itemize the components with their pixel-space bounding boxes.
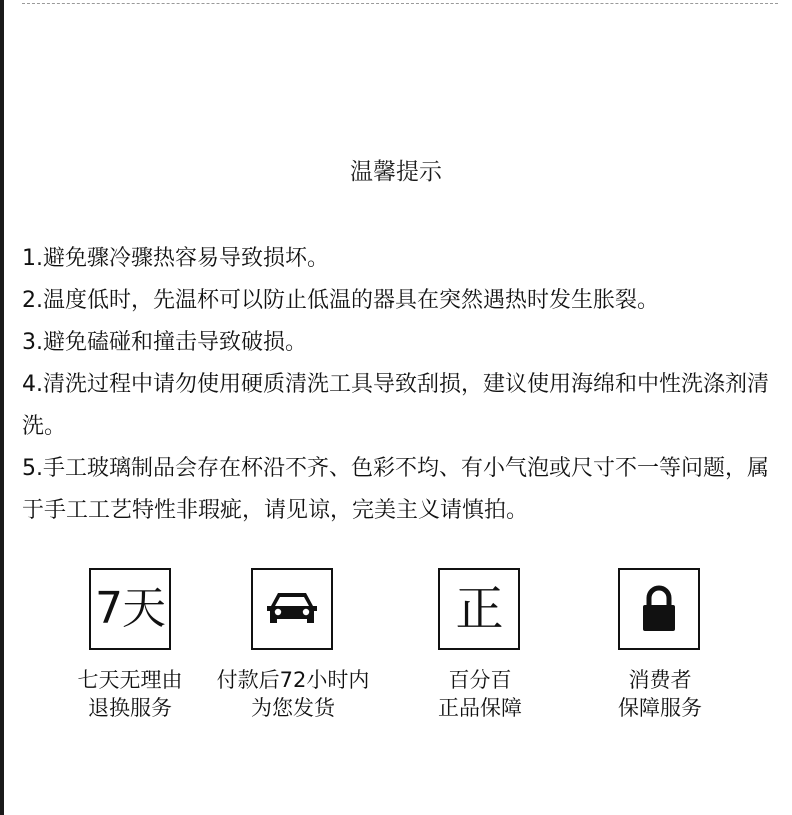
caption-line1: 付款后72小时内 (216, 668, 370, 692)
badge-genuine (390, 568, 570, 722)
car-icon (265, 589, 319, 629)
service-badges (0, 568, 792, 748)
caption-line2: 保障服务 (618, 696, 702, 720)
tip-item: 5.手工玻璃制品会存在杯沿不齐、色彩不均、有小气泡或尺寸不一等问题，属于手工工艺特性非瑕疵，请见谅，完美主义请慎拍。 (22, 456, 769, 523)
caption-line1: 百分百 (448, 668, 512, 692)
seven-day-text: 7天 (95, 583, 165, 634)
badge-caption (203, 666, 383, 722)
top-dashed-divider (22, 3, 778, 4)
genuine-box (438, 568, 520, 650)
caption-line2: 为您发货 (251, 696, 335, 720)
badge-caption (570, 666, 750, 722)
lock-icon (641, 585, 677, 633)
tip-item: 3.避免磕碰和撞击导致破损。 (22, 330, 307, 355)
genuine-text: 正 (455, 581, 503, 637)
tips-list (22, 238, 782, 532)
lock-box (618, 568, 700, 650)
caption-line1: 消费者 (628, 668, 692, 692)
tip-item: 4.清洗过程中请勿使用硬质清洗工具导致刮损，建议使用海绵和中性洗涤剂清洗。 (22, 372, 769, 439)
seven-day-box (89, 568, 171, 650)
tip-item: 2.温度低时，先温杯可以防止低温的器具在突然遇热时发生胀裂。 (22, 288, 659, 313)
caption-line1: 七天无理由 (77, 668, 183, 692)
badge-consumer-protection (570, 568, 750, 722)
badge-seven-day-return (40, 568, 220, 722)
badge-72h-shipping (203, 568, 383, 722)
caption-line2: 退换服务 (88, 696, 172, 720)
badge-caption (40, 666, 220, 722)
caption-line2: 正品保障 (438, 696, 522, 720)
car-box (251, 568, 333, 650)
badge-caption (390, 666, 570, 722)
page-title: 温馨提示 (350, 159, 442, 185)
tip-item: 1.避免骤冷骤热容易导致损坏。 (22, 246, 329, 271)
